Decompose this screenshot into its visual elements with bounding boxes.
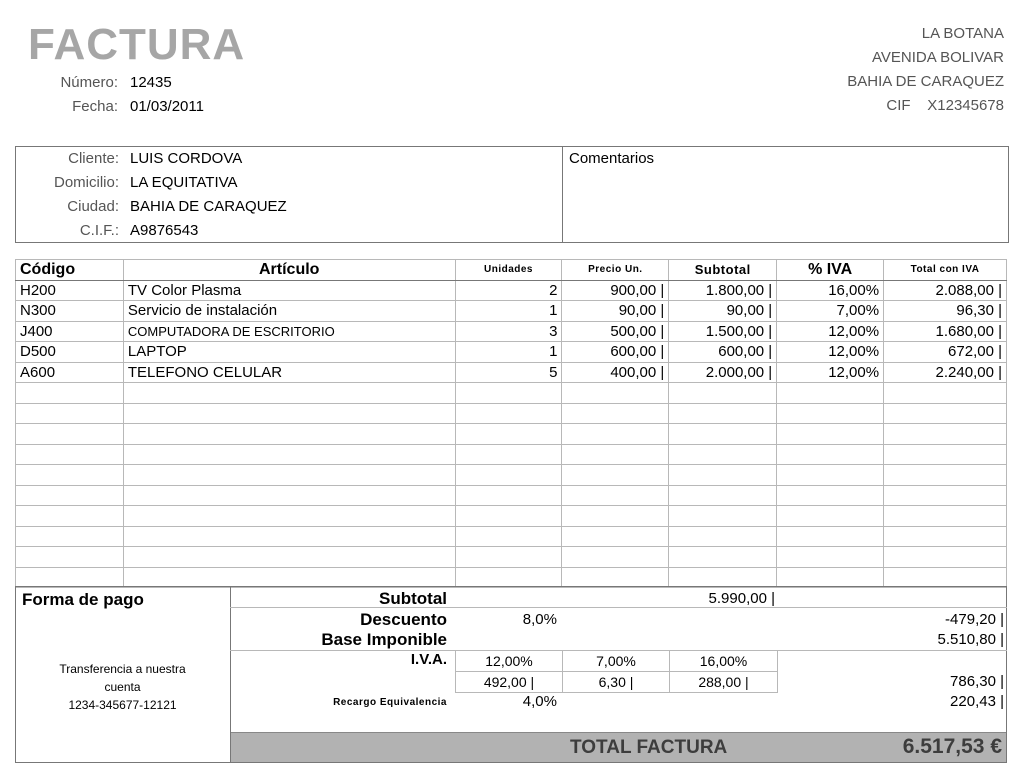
cell-precio: 500,00 | — [562, 321, 669, 342]
cliente-value: LUIS CORDOVA — [130, 150, 243, 167]
cell-precio: 400,00 | — [562, 362, 669, 383]
cell-total — [884, 444, 1007, 465]
subtotal-label: Subtotal — [379, 589, 447, 608]
cell-iva — [777, 403, 884, 424]
header-total: Total con IVA — [884, 260, 1007, 281]
cell-precio — [562, 403, 669, 424]
table-row — [16, 362, 1007, 383]
ciudad-label: Ciudad: — [67, 198, 119, 215]
cell-unidades — [455, 403, 562, 424]
items-table — [15, 259, 1007, 588]
empty-row — [16, 567, 1007, 588]
numero-value: 12435 — [130, 74, 172, 91]
cell-subtotal: 90,00 | — [669, 301, 777, 322]
cell-subtotal: 2.000,00 | — [669, 362, 777, 383]
total-value: 6.517,53 € — [902, 735, 1002, 758]
cell-codigo — [16, 403, 124, 424]
cell-precio — [562, 465, 669, 486]
empty-row — [16, 547, 1007, 568]
cell-total: 672,00 | — [884, 342, 1007, 363]
cell-codigo — [16, 547, 124, 568]
payment-details — [15, 660, 230, 714]
payment-label: Forma de pago — [22, 590, 144, 609]
cell-total — [884, 485, 1007, 506]
cell-total — [884, 526, 1007, 547]
cell-precio — [562, 424, 669, 445]
cell-precio — [562, 383, 669, 404]
domicilio-label: Domicilio: — [53, 174, 119, 191]
iva-rate-1: 12,00% — [455, 650, 563, 672]
iva-label: I.V.A. — [410, 651, 447, 668]
cell-articulo: LAPTOP — [123, 342, 455, 363]
cell-codigo — [16, 567, 124, 588]
cell-articulo — [123, 444, 455, 465]
cell-precio — [562, 506, 669, 527]
cell-total — [884, 547, 1007, 568]
empty-row — [16, 526, 1007, 547]
empty-row — [16, 506, 1007, 527]
cell-unidades — [455, 465, 562, 486]
cell-articulo: COMPUTADORA DE ESCRITORIO — [123, 321, 455, 342]
comments-label: Comentarios — [569, 150, 655, 167]
base-label: Base Imponible — [321, 630, 447, 649]
cell-codigo: A600 — [16, 362, 124, 383]
cell-articulo — [123, 465, 455, 486]
cell-total — [884, 403, 1007, 424]
cell-subtotal — [669, 547, 777, 568]
cell-subtotal: 600,00 | — [669, 342, 777, 363]
cell-total: 2.088,00 | — [884, 280, 1007, 301]
cell-codigo — [16, 526, 124, 547]
cell-iva — [777, 567, 884, 588]
invoice-title: FACTURA — [28, 20, 246, 69]
cell-articulo — [123, 526, 455, 547]
domicilio-value: LA EQUITATIVA — [130, 174, 238, 191]
cell-iva: 12,00% — [777, 362, 884, 383]
cell-articulo: TV Color Plasma — [123, 280, 455, 301]
iva-rate-2: 7,00% — [562, 650, 670, 672]
fecha-value: 01/03/2011 — [130, 98, 204, 115]
cell-unidades — [455, 547, 562, 568]
cell-subtotal: 1.800,00 | — [669, 280, 777, 301]
descuento-label: Descuento — [360, 610, 447, 629]
total-label: TOTAL FACTURA — [570, 737, 728, 758]
cell-precio — [562, 547, 669, 568]
cell-iva — [777, 526, 884, 547]
empty-row — [16, 465, 1007, 486]
cell-codigo — [16, 506, 124, 527]
company-address: AVENIDA BOLIVAR — [872, 49, 1004, 66]
cell-articulo — [123, 383, 455, 404]
cell-iva — [777, 485, 884, 506]
cell-iva — [777, 444, 884, 465]
cell-subtotal — [669, 444, 777, 465]
payment-line1: Transferencia a nuestra — [59, 662, 186, 676]
header-codigo: Código — [16, 260, 124, 281]
empty-row — [16, 485, 1007, 506]
cell-codigo — [16, 383, 124, 404]
header-iva: % IVA — [777, 260, 884, 281]
base-value: 5.510,80 | — [937, 631, 1004, 648]
cell-total — [884, 506, 1007, 527]
cell-precio: 900,00 | — [562, 280, 669, 301]
cell-subtotal — [669, 567, 777, 588]
payment-line2: cuenta — [104, 680, 141, 694]
cell-subtotal — [669, 383, 777, 404]
cell-subtotal: 1.500,00 | — [669, 321, 777, 342]
ciudad-value: BAHIA DE CARAQUEZ — [130, 198, 287, 215]
company-city: BAHIA DE CARAQUEZ — [847, 73, 1004, 90]
cell-articulo — [123, 567, 455, 588]
company-cif-label: CIF — [886, 97, 911, 114]
cell-unidades — [455, 383, 562, 404]
cell-articulo — [123, 403, 455, 424]
cell-articulo: TELEFONO CELULAR — [123, 362, 455, 383]
header-precio: Precio Un. — [562, 260, 669, 281]
table-row — [16, 280, 1007, 301]
cell-precio — [562, 444, 669, 465]
cell-precio — [562, 526, 669, 547]
empty-row — [16, 444, 1007, 465]
cell-iva — [777, 547, 884, 568]
cell-total — [884, 383, 1007, 404]
cell-subtotal — [669, 465, 777, 486]
header-unidades: Unidades — [455, 260, 562, 281]
cell-total: 96,30 | — [884, 301, 1007, 322]
cell-subtotal — [669, 526, 777, 547]
cell-unidades — [455, 506, 562, 527]
cell-total — [884, 567, 1007, 588]
cliente-label: Cliente: — [68, 150, 119, 167]
table-header-row — [16, 260, 1007, 281]
iva-amount-1: 492,00 | — [455, 671, 563, 693]
cell-subtotal — [669, 403, 777, 424]
empty-row — [16, 383, 1007, 404]
cell-articulo — [123, 547, 455, 568]
company-name: LA BOTANA — [921, 25, 1004, 42]
cell-codigo: D500 — [16, 342, 124, 363]
fecha-label: Fecha: — [72, 98, 118, 115]
cell-precio — [562, 485, 669, 506]
cell-iva: 7,00% — [777, 301, 884, 322]
cell-iva — [777, 424, 884, 445]
cell-total — [884, 424, 1007, 445]
cell-iva — [777, 465, 884, 486]
table-row — [16, 301, 1007, 322]
client-cif-label: C.I.F.: — [79, 222, 119, 239]
empty-row — [16, 403, 1007, 424]
subtotal-value: 5.990,00 | — [708, 590, 775, 607]
cell-precio: 600,00 | — [562, 342, 669, 363]
cell-unidades: 2 — [455, 280, 562, 301]
cell-total: 2.240,00 | — [884, 362, 1007, 383]
iva-amount-2: 6,30 | — [562, 671, 670, 693]
cell-total — [884, 465, 1007, 486]
cell-iva — [777, 506, 884, 527]
cell-articulo — [123, 485, 455, 506]
payment-account: 1234-345677-12121 — [68, 698, 177, 712]
company-cif: X12345678 — [927, 97, 1004, 114]
recargo-label: Recargo Equivalencia — [333, 697, 447, 708]
iva-amount-3: 288,00 | — [669, 671, 778, 693]
cell-subtotal — [669, 485, 777, 506]
cell-codigo — [16, 485, 124, 506]
client-cif-value: A9876543 — [130, 222, 199, 239]
descuento-value: -479,20 | — [945, 611, 1004, 628]
cell-articulo: Servicio de instalación — [123, 301, 455, 322]
cell-unidades — [455, 424, 562, 445]
cell-codigo: N300 — [16, 301, 124, 322]
table-row — [16, 321, 1007, 342]
numero-label: Número: — [60, 74, 118, 91]
cell-iva — [777, 383, 884, 404]
company-info — [847, 22, 1004, 118]
iva-total: 786,30 | — [950, 673, 1004, 690]
cell-iva: 16,00% — [777, 280, 884, 301]
cell-codigo — [16, 444, 124, 465]
cell-iva: 12,00% — [777, 321, 884, 342]
cell-unidades: 1 — [455, 301, 562, 322]
cell-precio — [562, 567, 669, 588]
table-row — [16, 342, 1007, 363]
descuento-pct: 8,0% — [522, 611, 557, 628]
cell-articulo — [123, 506, 455, 527]
recargo-value: 220,43 | — [950, 693, 1004, 710]
cell-codigo — [16, 424, 124, 445]
cell-unidades: 1 — [455, 342, 562, 363]
header-articulo: Artículo — [123, 260, 455, 281]
recargo-pct: 4,0% — [522, 693, 557, 710]
cell-codigo: J400 — [16, 321, 124, 342]
cell-subtotal — [669, 424, 777, 445]
cell-total: 1.680,00 | — [884, 321, 1007, 342]
cell-unidades — [455, 526, 562, 547]
empty-row — [16, 424, 1007, 445]
cell-iva: 12,00% — [777, 342, 884, 363]
cell-articulo — [123, 424, 455, 445]
cell-unidades: 3 — [455, 321, 562, 342]
iva-rate-3: 16,00% — [669, 650, 778, 672]
cell-unidades — [455, 567, 562, 588]
cell-subtotal — [669, 506, 777, 527]
header-subtotal: Subtotal — [669, 260, 777, 281]
cell-precio: 90,00 | — [562, 301, 669, 322]
cell-codigo: H200 — [16, 280, 124, 301]
cell-unidades: 5 — [455, 362, 562, 383]
cell-unidades — [455, 485, 562, 506]
cell-unidades — [455, 444, 562, 465]
cell-codigo — [16, 465, 124, 486]
